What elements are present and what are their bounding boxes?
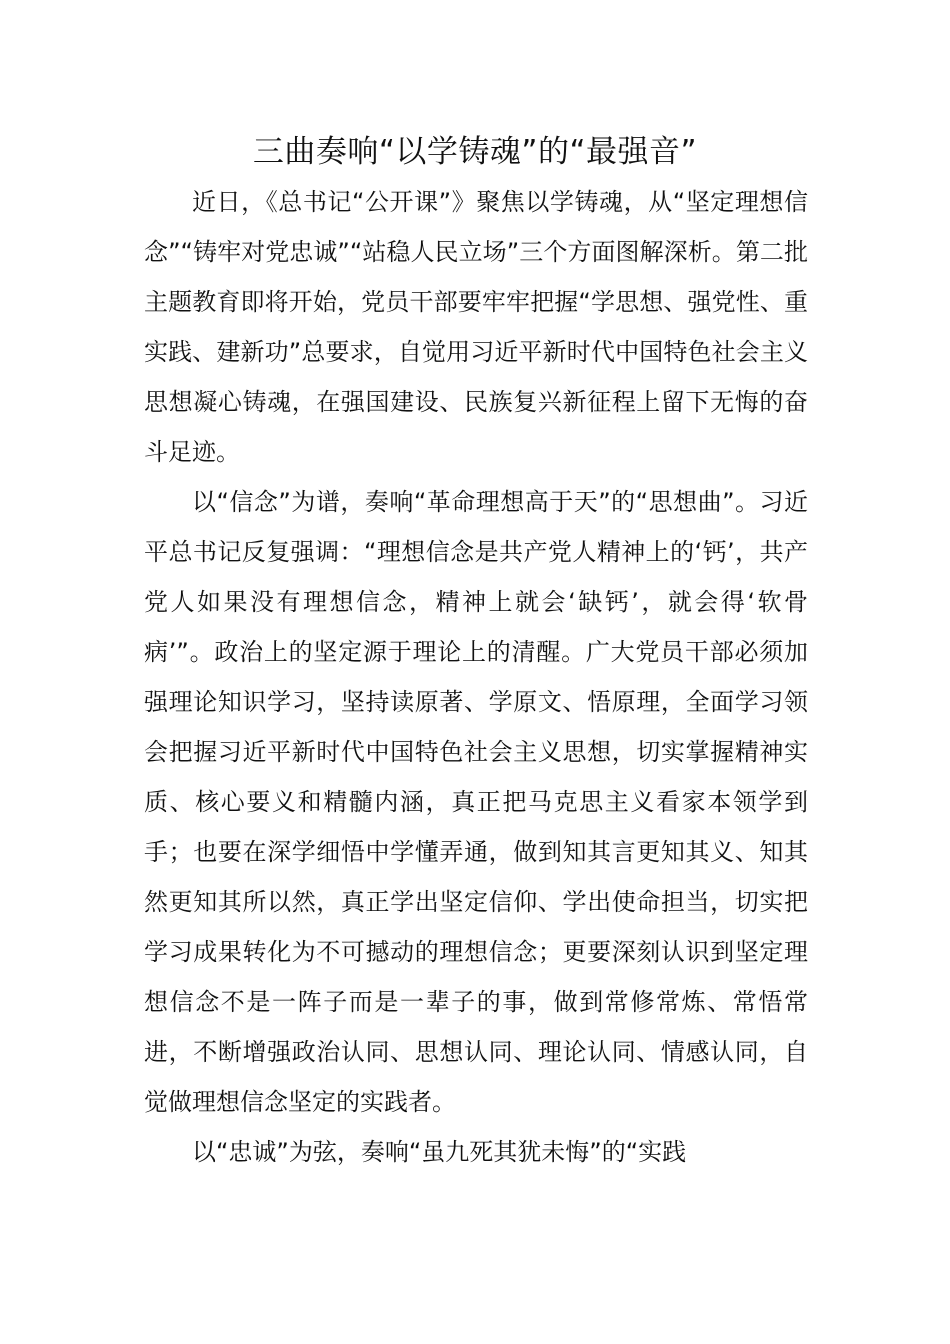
paragraph-intro: 近日，《总书记“公开课”》聚焦以学铸魂，从“坚定理想信念”“铸牢对党忠诚”“站稳人民立场”三个方面图解深析。第二批主题教育即将开始，党员干部要牢牢把握“学思想、强党性、重实践、建新功”总要求，自觉用习近平新时代中国特色社会主义思想凝心铸魂，在强国建设、民族复兴新征程上留下无悔的奋斗足迹。 (144, 188, 808, 466)
document-body (144, 177, 808, 1177)
document-title: 三曲奏响“以学铸魂”的“最强音” (252, 134, 698, 170)
paragraph-faith: 以“信念”为谱，奏响“革命理想高于天”的“思想曲”。习近平总书记反复强调：“理想信念是共产党人精神上的‘钙’，共产党人如果没有理想信念，精神上就会‘缺钙’，就会得‘软骨病’”。政治上的坚定源于理论上的清醒。广大党员干部必须加强理论知识学习，坚持读原著、学原文、悟原理，全面学习领会把握习近平新时代中国特色社会主义思想，切实掌握精神实质、核心要义和精髓内涵，真正把马克思主义看家本领学到手；也要在深学细悟中学懂弄通，做到知其言更知其义、知其然更知其所以然，真正学出坚定信仰、学出使命担当，切实把学习成果转化为不可撼动的理想信念；更要深刻认识到坚定理想信念不是一阵子而是一辈子的事，做到常修常炼、常悟常进，不断增强政治认同、思想认同、理论认同、情感认同，自觉做理想信念坚定的实践者。 (144, 488, 808, 1116)
paragraph-loyalty: 以“忠诚”为弦，奏响“虽九死其犹未悔”的“实践 (192, 1138, 687, 1166)
